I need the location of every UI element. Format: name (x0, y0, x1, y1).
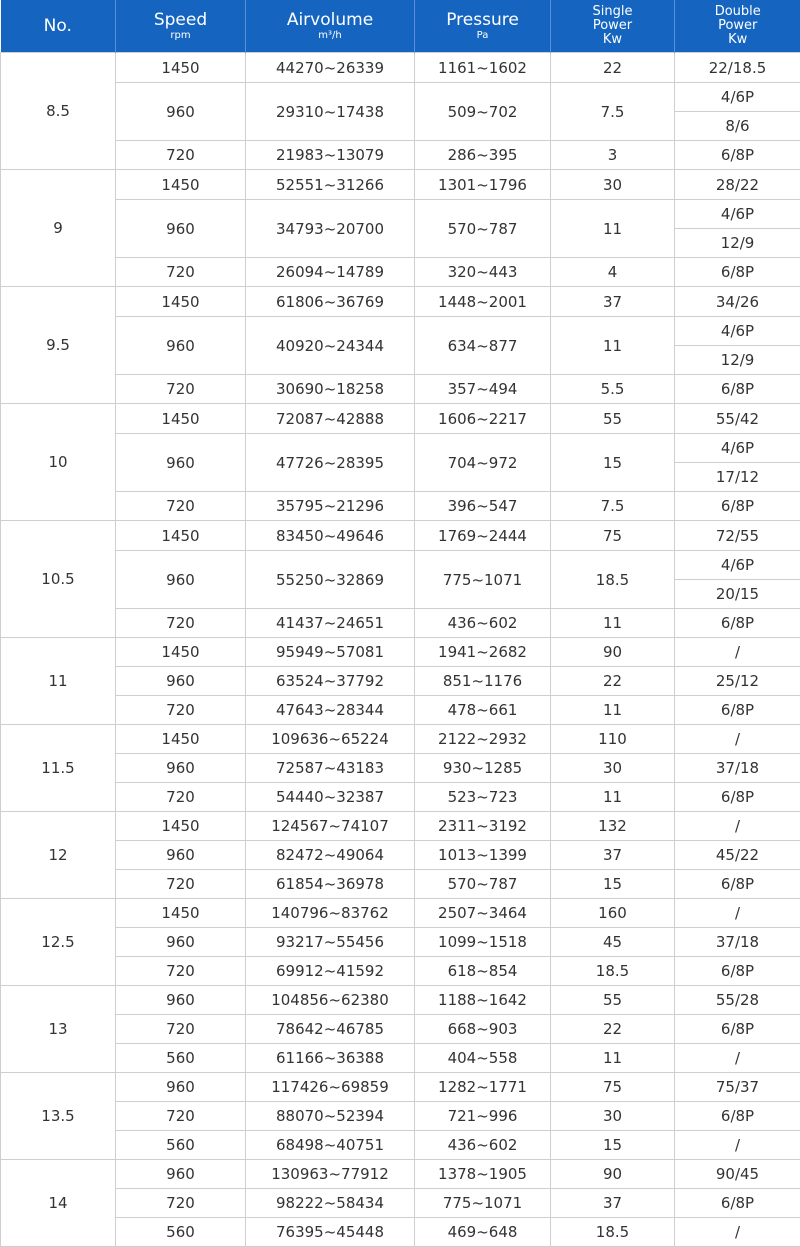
pressure-cell: 2122~2932 (415, 725, 551, 754)
speed-cell: 720 (116, 609, 246, 638)
double-power-cell: 6/8P (675, 783, 800, 812)
speed-cell: 720 (116, 870, 246, 899)
single-power-cell: 55 (551, 986, 675, 1015)
pressure-cell: 1099~1518 (415, 928, 551, 957)
pressure-cell: 509~702 (415, 83, 551, 141)
speed-cell: 1450 (116, 521, 246, 551)
airvolume-cell: 52551~31266 (246, 170, 415, 200)
single-power-cell: 45 (551, 928, 675, 957)
speed-cell: 960 (116, 1160, 246, 1189)
airvolume-cell: 26094~14789 (246, 258, 415, 287)
pressure-cell: 704~972 (415, 434, 551, 492)
airvolume-cell: 93217~55456 (246, 928, 415, 957)
table-row (1, 841, 800, 870)
table-row (1, 609, 800, 638)
table-row (1, 1189, 800, 1218)
single-power-cell: 55 (551, 404, 675, 434)
single-power-cell: 30 (551, 754, 675, 783)
airvolume-cell: 47726~28395 (246, 434, 415, 492)
double-power-cell: 6/8P (675, 492, 800, 521)
pressure-cell: 775~1071 (415, 1189, 551, 1218)
header-single-power: Single Power Kw (551, 0, 675, 53)
single-power-cell: 18.5 (551, 551, 675, 609)
airvolume-cell: 40920~24344 (246, 317, 415, 375)
single-power-cell: 7.5 (551, 83, 675, 141)
table-row (1, 200, 800, 229)
airvolume-cell: 30690~18258 (246, 375, 415, 404)
table-row (1, 258, 800, 287)
pressure-cell: 1188~1642 (415, 986, 551, 1015)
single-power-cell: 3 (551, 141, 675, 170)
double-power-cell: 6/8P (675, 1102, 800, 1131)
double-power-cell: 20/15 (675, 580, 800, 609)
airvolume-cell: 21983~13079 (246, 141, 415, 170)
airvolume-cell: 61854~36978 (246, 870, 415, 899)
airvolume-cell: 140796~83762 (246, 899, 415, 928)
speed-cell: 960 (116, 841, 246, 870)
group-number: 10.5 (1, 521, 116, 638)
pressure-cell: 618~854 (415, 957, 551, 986)
single-power-cell: 11 (551, 783, 675, 812)
double-power-cell: 6/8P (675, 375, 800, 404)
table-row (1, 754, 800, 783)
airvolume-cell: 47643~28344 (246, 696, 415, 725)
group-number: 14 (1, 1160, 116, 1247)
airvolume-cell: 61806~36769 (246, 287, 415, 317)
table-row (1, 957, 800, 986)
single-power-cell: 22 (551, 53, 675, 83)
group-number: 12 (1, 812, 116, 899)
pressure-cell: 320~443 (415, 258, 551, 287)
single-power-cell: 11 (551, 1044, 675, 1073)
table-row (1, 1044, 800, 1073)
double-power-cell: 55/28 (675, 986, 800, 1015)
double-power-cell: 37/18 (675, 928, 800, 957)
double-power-cell: 90/45 (675, 1160, 800, 1189)
table-row (1, 1160, 800, 1189)
double-power-cell: / (675, 812, 800, 841)
speed-cell: 720 (116, 1102, 246, 1131)
table-row (1, 696, 800, 725)
pressure-cell: 1769~2444 (415, 521, 551, 551)
group-number: 8.5 (1, 53, 116, 170)
single-power-cell: 11 (551, 696, 675, 725)
header-speed: Speed rpm (116, 0, 246, 53)
speed-cell: 960 (116, 986, 246, 1015)
double-power-cell: 12/9 (675, 346, 800, 375)
airvolume-cell: 78642~46785 (246, 1015, 415, 1044)
speed-cell: 720 (116, 957, 246, 986)
airvolume-cell: 63524~37792 (246, 667, 415, 696)
single-power-cell: 22 (551, 667, 675, 696)
group-number: 13 (1, 986, 116, 1073)
single-power-cell: 5.5 (551, 375, 675, 404)
header-airvolume: Airvolume m³/h (246, 0, 415, 53)
speed-cell: 1450 (116, 53, 246, 83)
airvolume-cell: 55250~32869 (246, 551, 415, 609)
speed-cell: 1450 (116, 404, 246, 434)
double-power-cell: 28/22 (675, 170, 800, 200)
double-power-cell: / (675, 1218, 800, 1247)
speed-cell: 720 (116, 1015, 246, 1044)
pressure-cell: 1378~1905 (415, 1160, 551, 1189)
double-power-cell: 4/6P (675, 83, 800, 112)
speed-cell: 1450 (116, 638, 246, 667)
airvolume-cell: 34793~20700 (246, 200, 415, 258)
table-row (1, 287, 800, 317)
airvolume-cell: 61166~36388 (246, 1044, 415, 1073)
pressure-cell: 634~877 (415, 317, 551, 375)
table-row (1, 1102, 800, 1131)
speed-cell: 960 (116, 754, 246, 783)
double-power-cell: 4/6P (675, 317, 800, 346)
pressure-cell: 1161~1602 (415, 53, 551, 83)
pressure-cell: 1448~2001 (415, 287, 551, 317)
double-power-cell: 6/8P (675, 957, 800, 986)
pressure-cell: 668~903 (415, 1015, 551, 1044)
airvolume-cell: 44270~26339 (246, 53, 415, 83)
double-power-cell: 37/18 (675, 754, 800, 783)
airvolume-cell: 35795~21296 (246, 492, 415, 521)
pressure-cell: 1941~2682 (415, 638, 551, 667)
pressure-cell: 930~1285 (415, 754, 551, 783)
pressure-cell: 1606~2217 (415, 404, 551, 434)
double-power-cell: 12/9 (675, 229, 800, 258)
double-power-cell: 6/8P (675, 141, 800, 170)
group-number: 11.5 (1, 725, 116, 812)
double-power-cell: / (675, 1131, 800, 1160)
double-power-cell: / (675, 725, 800, 754)
double-power-cell: 75/37 (675, 1073, 800, 1102)
pressure-cell: 286~395 (415, 141, 551, 170)
table-row (1, 812, 800, 841)
header-pressure: Pressure Pa (415, 0, 551, 53)
header-double-power: Double Power Kw (675, 0, 800, 53)
double-power-cell: 6/8P (675, 609, 800, 638)
double-power-cell: 6/8P (675, 1015, 800, 1044)
group-number: 12.5 (1, 899, 116, 986)
table-row (1, 434, 800, 463)
single-power-cell: 11 (551, 317, 675, 375)
airvolume-cell: 68498~40751 (246, 1131, 415, 1160)
speed-cell: 1450 (116, 899, 246, 928)
group-number: 9 (1, 170, 116, 287)
pressure-cell: 436~602 (415, 1131, 551, 1160)
single-power-cell: 15 (551, 434, 675, 492)
single-power-cell: 75 (551, 1073, 675, 1102)
single-power-cell: 30 (551, 170, 675, 200)
pressure-cell: 396~547 (415, 492, 551, 521)
pressure-cell: 1282~1771 (415, 1073, 551, 1102)
airvolume-cell: 109636~65224 (246, 725, 415, 754)
single-power-cell: 11 (551, 200, 675, 258)
table-row (1, 551, 800, 580)
single-power-cell: 30 (551, 1102, 675, 1131)
airvolume-cell: 82472~49064 (246, 841, 415, 870)
airvolume-cell: 54440~32387 (246, 783, 415, 812)
speed-cell: 720 (116, 141, 246, 170)
table-header (1, 0, 800, 53)
airvolume-cell: 29310~17438 (246, 83, 415, 141)
speed-cell: 960 (116, 200, 246, 258)
single-power-cell: 15 (551, 1131, 675, 1160)
airvolume-cell: 117426~69859 (246, 1073, 415, 1102)
speed-cell: 720 (116, 1189, 246, 1218)
double-power-cell: 72/55 (675, 521, 800, 551)
table-row (1, 170, 800, 200)
table-row (1, 783, 800, 812)
single-power-cell: 37 (551, 841, 675, 870)
speed-cell: 1450 (116, 170, 246, 200)
single-power-cell: 132 (551, 812, 675, 841)
table-row (1, 638, 800, 667)
double-power-cell: 6/8P (675, 258, 800, 287)
single-power-cell: 22 (551, 1015, 675, 1044)
table-row (1, 53, 800, 83)
header-no: No. (1, 0, 116, 53)
speed-cell: 960 (116, 83, 246, 141)
group-number: 11 (1, 638, 116, 725)
table-row (1, 870, 800, 899)
table-row (1, 899, 800, 928)
single-power-cell: 7.5 (551, 492, 675, 521)
speed-cell: 720 (116, 696, 246, 725)
pressure-cell: 775~1071 (415, 551, 551, 609)
speed-cell: 720 (116, 258, 246, 287)
table-row (1, 1218, 800, 1247)
single-power-cell: 160 (551, 899, 675, 928)
pressure-cell: 1013~1399 (415, 841, 551, 870)
single-power-cell: 11 (551, 609, 675, 638)
single-power-cell: 15 (551, 870, 675, 899)
table-row (1, 375, 800, 404)
table-row (1, 492, 800, 521)
table-row (1, 667, 800, 696)
speed-cell: 720 (116, 375, 246, 404)
single-power-cell: 37 (551, 1189, 675, 1218)
pressure-cell: 1301~1796 (415, 170, 551, 200)
airvolume-cell: 124567~74107 (246, 812, 415, 841)
double-power-cell: 8/6 (675, 112, 800, 141)
pressure-cell: 469~648 (415, 1218, 551, 1247)
table-row (1, 1131, 800, 1160)
airvolume-cell: 41437~24651 (246, 609, 415, 638)
table-row (1, 521, 800, 551)
pressure-cell: 570~787 (415, 870, 551, 899)
pressure-cell: 851~1176 (415, 667, 551, 696)
airvolume-cell: 69912~41592 (246, 957, 415, 986)
speed-cell: 720 (116, 492, 246, 521)
single-power-cell: 75 (551, 521, 675, 551)
header-row (1, 0, 800, 53)
double-power-cell: 6/8P (675, 1189, 800, 1218)
airvolume-cell: 98222~58434 (246, 1189, 415, 1218)
pressure-cell: 523~723 (415, 783, 551, 812)
single-power-cell: 90 (551, 638, 675, 667)
double-power-cell: 6/8P (675, 696, 800, 725)
single-power-cell: 18.5 (551, 1218, 675, 1247)
airvolume-cell: 83450~49646 (246, 521, 415, 551)
double-power-cell: 4/6P (675, 551, 800, 580)
airvolume-cell: 95949~57081 (246, 638, 415, 667)
speed-cell: 960 (116, 551, 246, 609)
table-row (1, 404, 800, 434)
speed-cell: 960 (116, 1073, 246, 1102)
speed-cell: 1450 (116, 287, 246, 317)
speed-cell: 1450 (116, 725, 246, 754)
double-power-cell: / (675, 638, 800, 667)
single-power-cell: 18.5 (551, 957, 675, 986)
airvolume-cell: 130963~77912 (246, 1160, 415, 1189)
speed-cell: 560 (116, 1044, 246, 1073)
pressure-cell: 357~494 (415, 375, 551, 404)
single-power-cell: 90 (551, 1160, 675, 1189)
pressure-cell: 721~996 (415, 1102, 551, 1131)
speed-cell: 960 (116, 667, 246, 696)
airvolume-cell: 104856~62380 (246, 986, 415, 1015)
table-row (1, 1073, 800, 1102)
table-row (1, 928, 800, 957)
table-row (1, 986, 800, 1015)
table-row (1, 1015, 800, 1044)
double-power-cell: 4/6P (675, 200, 800, 229)
speed-cell: 960 (116, 434, 246, 492)
single-power-cell: 37 (551, 287, 675, 317)
group-number: 10 (1, 404, 116, 521)
double-power-cell: 34/26 (675, 287, 800, 317)
airvolume-cell: 76395~45448 (246, 1218, 415, 1247)
double-power-cell: 55/42 (675, 404, 800, 434)
pressure-cell: 2507~3464 (415, 899, 551, 928)
single-power-cell: 110 (551, 725, 675, 754)
group-number: 13.5 (1, 1073, 116, 1160)
airvolume-cell: 72587~43183 (246, 754, 415, 783)
double-power-cell: 17/12 (675, 463, 800, 492)
speed-cell: 960 (116, 928, 246, 957)
group-number: 9.5 (1, 287, 116, 404)
speed-cell: 1450 (116, 812, 246, 841)
table-row (1, 141, 800, 170)
double-power-cell: / (675, 899, 800, 928)
speed-cell: 560 (116, 1131, 246, 1160)
table-row (1, 83, 800, 112)
pressure-cell: 570~787 (415, 200, 551, 258)
table-body (1, 53, 800, 1247)
pressure-cell: 436~602 (415, 609, 551, 638)
speed-cell: 960 (116, 317, 246, 375)
speed-cell: 720 (116, 783, 246, 812)
pressure-cell: 2311~3192 (415, 812, 551, 841)
airvolume-cell: 88070~52394 (246, 1102, 415, 1131)
speed-cell: 560 (116, 1218, 246, 1247)
double-power-cell: 25/12 (675, 667, 800, 696)
single-power-cell: 4 (551, 258, 675, 287)
airvolume-cell: 72087~42888 (246, 404, 415, 434)
double-power-cell: 4/6P (675, 434, 800, 463)
table-row (1, 317, 800, 346)
double-power-cell: 6/8P (675, 870, 800, 899)
pressure-cell: 478~661 (415, 696, 551, 725)
pressure-cell: 404~558 (415, 1044, 551, 1073)
double-power-cell: / (675, 1044, 800, 1073)
table-row (1, 725, 800, 754)
double-power-cell: 45/22 (675, 841, 800, 870)
double-power-cell: 22/18.5 (675, 53, 800, 83)
